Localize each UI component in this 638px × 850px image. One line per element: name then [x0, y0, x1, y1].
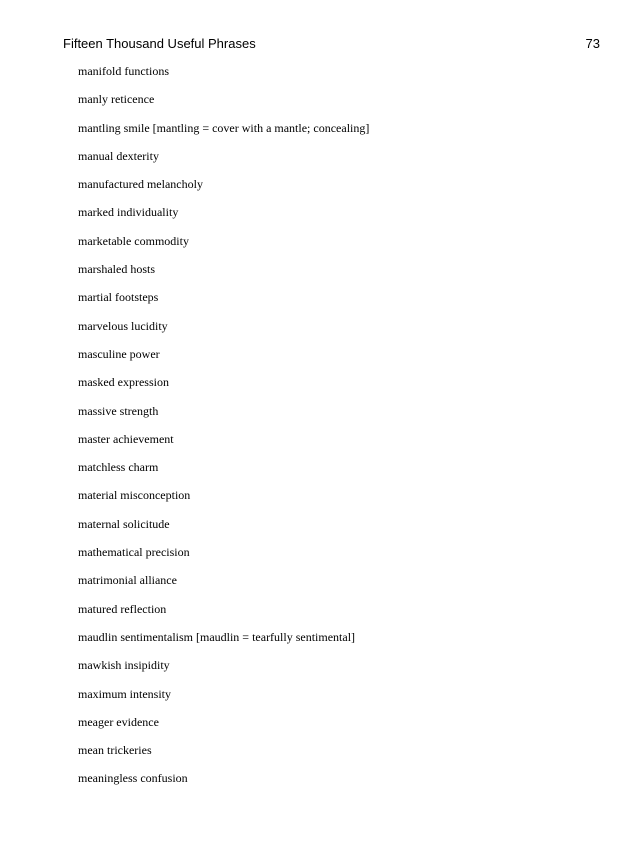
book-title: Fifteen Thousand Useful Phrases	[63, 36, 256, 51]
phrase-item: meaningless confusion	[78, 771, 188, 786]
phrase-item: marshaled hosts	[78, 262, 155, 277]
phrase-item: marvelous lucidity	[78, 318, 168, 333]
phrase-item: matchless charm	[78, 460, 159, 475]
phrase-list	[78, 64, 369, 800]
running-header	[63, 36, 600, 54]
phrase-item: maudlin sentimentalism [maudlin = tearfully sentimental]	[78, 629, 356, 644]
phrase-item: meager evidence	[78, 714, 159, 729]
phrase-item: maternal solicitude	[78, 516, 170, 531]
phrase-item: material misconception	[78, 488, 191, 503]
phrase-item: masked expression	[78, 375, 169, 390]
phrase-item: manual dexterity	[78, 148, 159, 163]
page-number: 73	[585, 36, 600, 51]
phrase-item: manifold functions	[78, 64, 169, 78]
phrase-item: marked individuality	[78, 205, 179, 220]
phrase-item: manufactured melancholy	[78, 177, 203, 192]
phrase-item: massive strength	[78, 403, 159, 418]
phrase-item: mathematical precision	[78, 545, 190, 560]
phrase-item: mantling smile [mantling = cover with a mantle; concealing]	[78, 120, 370, 135]
phrase-item: mean trickeries	[78, 743, 152, 758]
phrase-item: mawkish insipidity	[78, 658, 170, 673]
phrase-item: matrimonial alliance	[78, 573, 177, 588]
phrase-item: master achievement	[78, 431, 174, 446]
phrase-item: maximum intensity	[78, 686, 171, 701]
phrase-item: martial footsteps	[78, 290, 159, 305]
phrase-item: matured reflection	[78, 601, 167, 616]
phrase-item: manly reticence	[78, 92, 155, 107]
phrase-item: masculine power	[78, 346, 160, 361]
phrase-item: marketable commodity	[78, 233, 189, 248]
